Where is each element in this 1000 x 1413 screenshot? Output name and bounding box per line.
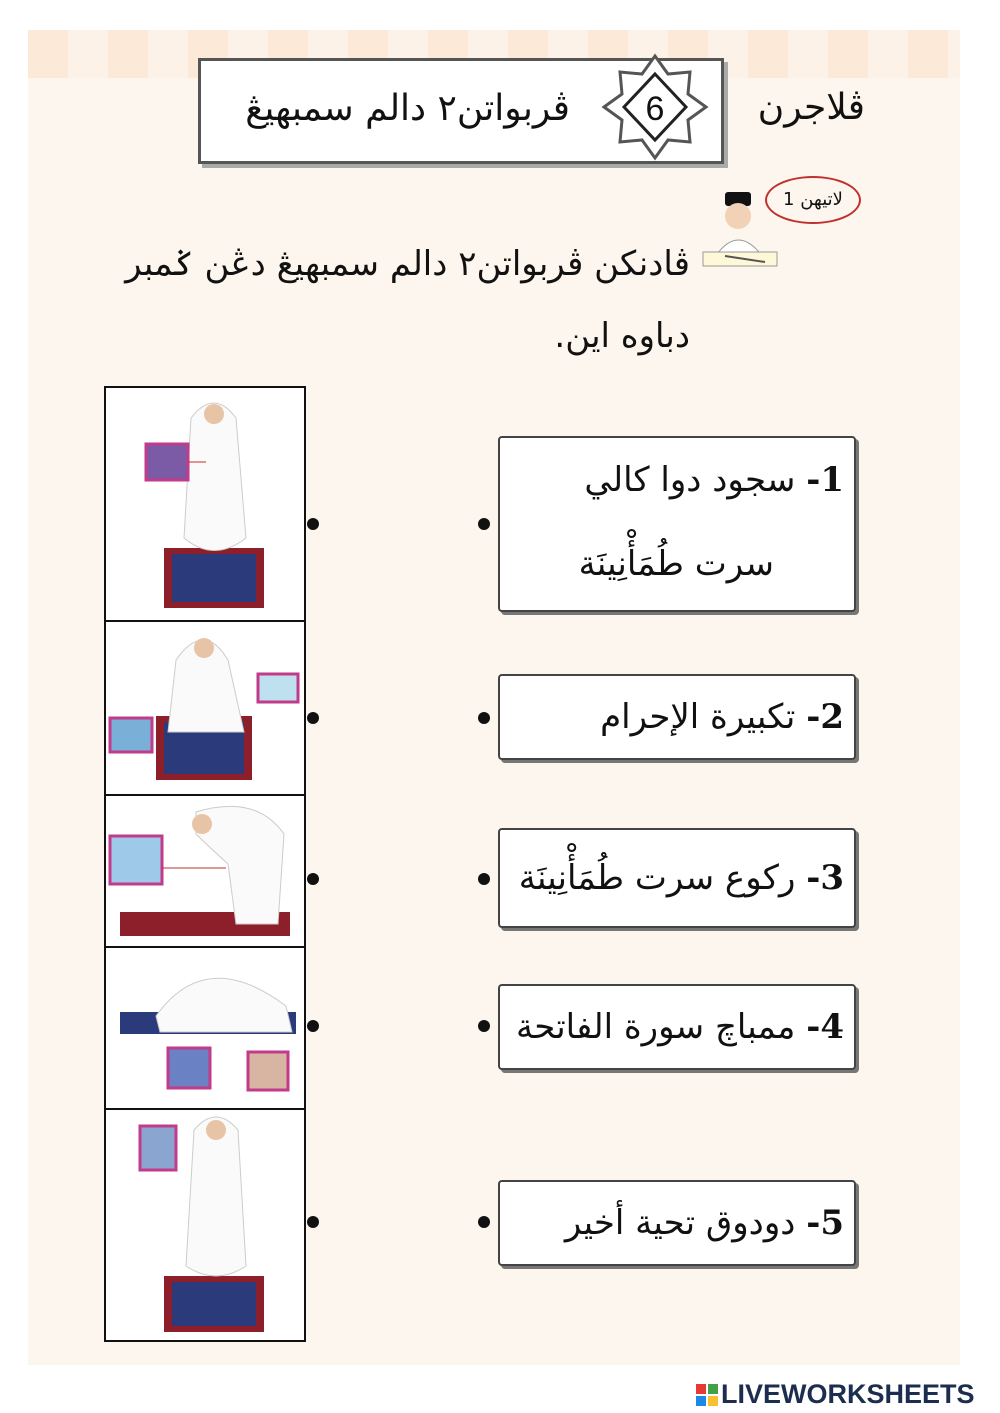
- star-badge-icon: [600, 52, 710, 162]
- answer-box-2: [498, 674, 856, 760]
- answer-dot-4[interactable]: [478, 1020, 490, 1032]
- answer-number: 3-: [806, 858, 844, 898]
- brand-text: LIVEWORKSHEETS: [721, 1379, 975, 1409]
- answer-dot-2[interactable]: [478, 712, 490, 724]
- brand-grid-icon: [696, 1384, 718, 1406]
- image-dot-3[interactable]: [307, 873, 319, 885]
- sitting-prayer-illustration: [106, 620, 304, 794]
- answer-number: 5-: [806, 1203, 844, 1243]
- answer-box-5: [498, 1180, 856, 1266]
- answer-number: 2-: [806, 697, 844, 737]
- answer-text: ممباچ سورة الفاتحة: [516, 1007, 796, 1047]
- answer-box-1: [498, 436, 856, 612]
- unit-number: 6: [645, 90, 665, 128]
- answer-box-3: [498, 828, 856, 928]
- instruction-text: ڤادنكن ڤربواتن٢ دالم سمبهيڠ دڠن ݢمبر دباوه اين.: [125, 244, 690, 356]
- image-cell-4: [106, 946, 304, 1110]
- answer-text: تكبيرة الإحرام: [600, 697, 796, 737]
- exercise-label: لاتيهن 1: [765, 176, 861, 224]
- image-dot-2[interactable]: [307, 712, 319, 724]
- answer-text-line2: سرت طُمَأْنِينَة: [578, 544, 774, 584]
- answer-number: 4-: [806, 1007, 844, 1047]
- answer-text: سجود دوا كالي: [584, 460, 796, 500]
- answer-dot-5[interactable]: [478, 1216, 490, 1228]
- image-column: [104, 386, 306, 1342]
- prostration-prayer-illustration: [106, 946, 304, 1108]
- image-dot-5[interactable]: [307, 1216, 319, 1228]
- image-cell-5: [106, 1108, 304, 1340]
- answer-dot-3[interactable]: [478, 873, 490, 885]
- page-title: ڤربواتن٢ دالم سمبهيڠ: [245, 88, 570, 129]
- unit-badge: [600, 52, 710, 162]
- answer-number: 1-: [806, 460, 844, 500]
- image-dot-1[interactable]: [307, 518, 319, 530]
- raising-hands-prayer-illustration: [106, 1108, 304, 1340]
- image-cell-1: [106, 388, 304, 622]
- image-cell-2: [106, 620, 304, 796]
- image-cell-3: [106, 794, 304, 948]
- answer-box-4: [498, 984, 856, 1070]
- bowing-prayer-illustration: [106, 794, 304, 946]
- answer-dot-1[interactable]: [478, 518, 490, 530]
- image-dot-4[interactable]: [307, 1020, 319, 1032]
- answer-text: دودوق تحية أخير: [564, 1203, 796, 1243]
- standing-prayer-illustration: [106, 388, 304, 620]
- answer-text: ركوع سرت طُمَأْنِينَة: [518, 858, 796, 898]
- liveworksheets-logo[interactable]: [696, 1378, 996, 1410]
- unit-label: ڤلاجرن: [757, 87, 865, 128]
